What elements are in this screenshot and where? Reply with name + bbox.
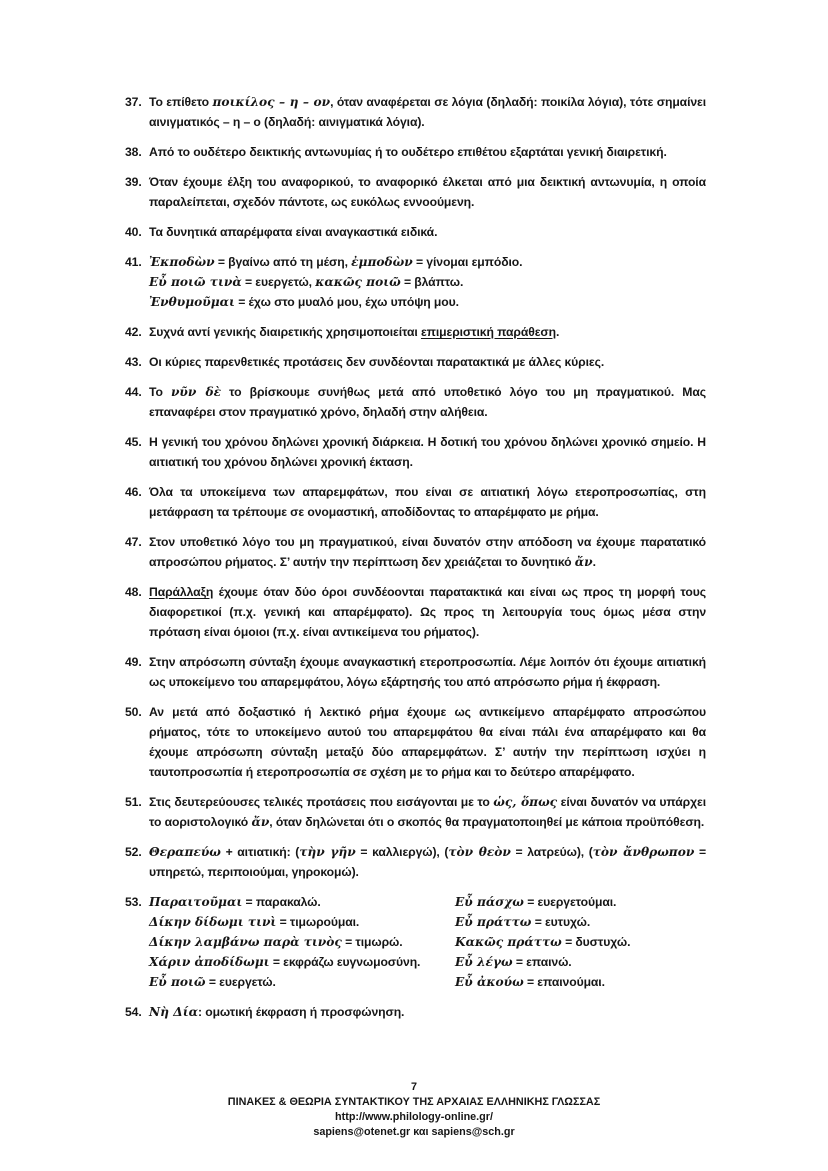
- ancient-greek-phrase: Δίκην λαμβάνω παρὰ τινὸς: [149, 935, 342, 949]
- item-number: 47.: [125, 535, 142, 549]
- numbered-items-list: [125, 92, 706, 1032]
- text-run: = γίνομαι εμπόδιο.: [412, 255, 523, 269]
- text-line: [455, 912, 706, 932]
- list-item: [125, 92, 706, 132]
- text-run: Στον υποθετικό λόγο του μη πραγματικού, είναι δυνατόν στην απόδοση να έχουμε παρατατικό απροσώπου ρήματος. Σ’ αυτήν την περίπτωση δεν χρειάζεται το δυνητικό: [149, 535, 706, 569]
- list-item: [125, 142, 706, 162]
- ancient-greek-phrase: Εὖ ποιῶ τινὰ: [149, 275, 242, 289]
- item-number: 53.: [125, 895, 142, 909]
- ancient-greek-phrase: Εὖ ποιῶ: [149, 975, 206, 989]
- text-run: = ευεργετώ.: [205, 975, 276, 989]
- text-run: Όλα τα υποκείμενα των απαρεμφάτων, που είναι σε αιτιατική λόγω ετεροπροσωπίας, στη μετάφραση τα τρέπουμε σε ονομαστική, αποδίδοντας το απαρέμφατο με ρήμα.: [149, 485, 706, 519]
- text-line: [455, 932, 706, 952]
- text-run: = λατρεύω), (: [510, 845, 593, 859]
- list-item: [125, 382, 706, 422]
- ancient-greek-phrase: Παραιτοῦμαι: [149, 895, 243, 909]
- text-run: : ομωτική έκφραση ή προσφώνηση.: [197, 1005, 405, 1019]
- list-item: [125, 252, 706, 312]
- item-number: 37.: [125, 95, 142, 109]
- text-run: = ευτυχώ.: [531, 915, 591, 929]
- item-body: [149, 352, 706, 372]
- ancient-greek-phrase: Νὴ Δία: [149, 1005, 198, 1019]
- text-line: [149, 1002, 706, 1022]
- item-number: 40.: [125, 225, 142, 239]
- text-line: [149, 352, 706, 372]
- text-run: Στην απρόσωπη σύνταξη έχουμε αναγκαστική ετεροπροσωπία. Λέμε λοιπόν ότι έχουμε αιτιατική ως υποκείμενο του απαρεμφάτου, λόγω εξάρτησής του από απρόσωπο ρήμα ή έκφραση.: [149, 655, 706, 689]
- item-body: [149, 842, 706, 882]
- text-run: = ευεργετούμαι.: [523, 895, 617, 909]
- list-item: [125, 532, 706, 572]
- text-line: [149, 582, 706, 642]
- left-column: [149, 892, 455, 992]
- item-body: [149, 322, 706, 342]
- list-item: [125, 582, 706, 642]
- text-run: , όταν αναφέρεται σε λόγια (δηλαδή: ποικίλα λόγια), τότε σημαίνει αινιγματικός – η – ο (δηλαδή: αινιγματικά λόγια).: [149, 95, 707, 129]
- item-number: 39.: [125, 175, 142, 189]
- text-line: [149, 932, 455, 952]
- text-line: [149, 912, 455, 932]
- text-run: = τιμωρούμαι.: [276, 915, 360, 929]
- item-number: 38.: [125, 145, 142, 159]
- item-body: [149, 792, 706, 832]
- text-line: [149, 792, 706, 832]
- text-run: έχουμε όταν δύο όροι συνδέοονται παρατακτικά και είναι ως προς τη μορφή τους διαφορετικοί (π.χ. γενική και απαρέμφατο). Ως προς τη λειτουργία τους όμως μέσα στην πρόταση είναι όμοιοι (π.χ. είναι αντικείμενα του ρήματος).: [149, 585, 706, 639]
- text-run: Στις δευτερεύουσες τελικές προτάσεις που εισάγονται με το: [149, 795, 494, 809]
- two-column-block: [149, 892, 706, 992]
- item-number: 42.: [125, 325, 142, 339]
- text-line: [149, 322, 706, 342]
- text-line: [455, 972, 706, 992]
- text-line: [149, 292, 706, 312]
- underlined-term: Παράλλαξη: [149, 585, 214, 599]
- text-line: [149, 272, 706, 292]
- item-number: 49.: [125, 655, 142, 669]
- text-run: = επαινώ.: [512, 955, 572, 969]
- ancient-greek-phrase: Ἐνθυμοῦμαι: [149, 295, 235, 309]
- ancient-greek-phrase: νῦν δὲ: [170, 385, 221, 399]
- ancient-greek-phrase: Κακῶς πράττω: [455, 935, 562, 949]
- text-run: = ευεργετώ,: [241, 275, 316, 289]
- footer-emails: sapiens@otenet.gr και sapiens@sch.gr: [313, 1126, 515, 1138]
- item-body: [149, 582, 706, 642]
- list-item: [125, 702, 706, 782]
- item-number: 44.: [125, 385, 142, 399]
- footer-url: http://www.philology-online.gr/: [335, 1111, 493, 1123]
- text-run: = παρακαλώ.: [242, 895, 321, 909]
- text-line: [149, 892, 455, 912]
- text-line: [455, 952, 706, 972]
- item-body: [149, 252, 706, 312]
- text-run: Το: [149, 385, 171, 399]
- item-body: [149, 482, 706, 522]
- text-run: .: [592, 555, 596, 569]
- ancient-greek-phrase: ἄν: [251, 815, 270, 829]
- item-body: [149, 92, 706, 132]
- item-body: [149, 172, 706, 212]
- ancient-greek-phrase: Θεραπεύω: [149, 845, 221, 859]
- text-run: = βλάπτω.: [400, 275, 464, 289]
- list-item: [125, 432, 706, 472]
- item-number: 43.: [125, 355, 142, 369]
- list-item: [125, 222, 706, 242]
- text-run: = εκφράζω ευγνωμοσύνη.: [269, 955, 421, 969]
- list-item: [125, 322, 706, 342]
- text-run: , όταν δηλώνεται ότι ο σκοπός θα πραγματοποιηθεί με κάποια προϋπόθεση.: [269, 815, 705, 829]
- ancient-greek-phrase: ἄν: [574, 555, 593, 569]
- item-number: 51.: [125, 795, 142, 809]
- text-run: Οι κύριες παρενθετικές προτάσεις δεν συνδέονται παρατακτικά με άλλες κύριες.: [149, 355, 605, 369]
- item-number: 50.: [125, 705, 142, 719]
- item-body: [149, 892, 706, 992]
- ancient-greek-phrase: κακῶς ποιῶ: [315, 275, 401, 289]
- item-body: [149, 532, 706, 572]
- ancient-greek-phrase: ὡς, ὅπως: [493, 795, 558, 809]
- list-item: [125, 482, 706, 522]
- item-body: [149, 652, 706, 692]
- list-item: [125, 652, 706, 692]
- text-line: [149, 142, 706, 162]
- item-number: 45.: [125, 435, 142, 449]
- text-line: [149, 382, 706, 422]
- text-line: [149, 652, 706, 692]
- text-run: = έχω στο μυαλό μου, έχω υπόψη μου.: [234, 295, 459, 309]
- text-run: = βγαίνω από τη μέση,: [214, 255, 352, 269]
- text-run: = υπηρετώ, περιποιούμαι, γηροκομώ).: [149, 845, 707, 879]
- text-line: [149, 432, 706, 472]
- list-item: [125, 352, 706, 372]
- page-number: 7: [410, 1081, 417, 1093]
- item-number: 41.: [125, 255, 142, 269]
- ancient-greek-phrase: Εὖ ἀκούω: [455, 975, 524, 989]
- text-run: = επαινούμαι.: [523, 975, 605, 989]
- ancient-greek-phrase: τὸν θεὸν: [448, 845, 511, 859]
- ancient-greek-phrase: Ἐκποδὼν: [149, 255, 215, 269]
- text-line: [149, 972, 455, 992]
- text-run: = τιμωρώ.: [341, 935, 403, 949]
- text-run: + αιτιατική: (: [220, 845, 300, 859]
- ancient-greek-phrase: Εὖ λέγω: [455, 955, 513, 969]
- item-number: 46.: [125, 485, 142, 499]
- item-number: 52.: [125, 845, 142, 859]
- text-run: Συχνά αντί γενικής διαιρετικής χρησιμοποιείται: [149, 325, 421, 339]
- text-line: [149, 532, 706, 572]
- right-column: [455, 892, 706, 992]
- text-line: [149, 92, 706, 132]
- item-body: [149, 702, 706, 782]
- item-body: [149, 1002, 706, 1022]
- item-body: [149, 382, 706, 422]
- footer-title: ΠΙΝΑΚΕΣ & ΘΕΩΡΙΑ ΣΥΝΤΑΚΤΙΚΟΥ ΤΗΣ ΑΡΧΑΙΑΣ ΕΛΛΗΝΙΚΗΣ ΓΛΩΣΣΑΣ: [227, 1096, 601, 1108]
- text-line: [149, 842, 706, 882]
- ancient-greek-phrase: Εὖ πράττω: [455, 915, 532, 929]
- ancient-greek-phrase: ἐμποδὼν: [351, 255, 413, 269]
- list-item: [125, 842, 706, 882]
- text-run: Η γενική του χρόνου δηλώνει χρονική διάρκεια. Η δοτική του χρόνου δηλώνει χρονικό σημείο. Η αιτιατική του χρόνου δηλώνει χρονική έκταση.: [149, 435, 706, 469]
- ancient-greek-phrase: τὴν γῆν: [299, 845, 356, 859]
- text-line: [149, 952, 455, 972]
- list-item: [125, 792, 706, 832]
- text-run: το βρίσκουμε συνήθως μετά από υποθετικό λόγο του μη πραγματικού. Μας επαναφέρει στον πραγματικό χρόνο, δηλαδή στην αλήθεια.: [149, 385, 706, 419]
- text-run: .: [556, 325, 560, 339]
- text-run: = καλλιεργώ), (: [355, 845, 449, 859]
- underlined-term: επιμεριστική παράθεση: [420, 325, 556, 339]
- item-number: 48.: [125, 585, 142, 599]
- list-item: [125, 172, 706, 212]
- text-line: [149, 252, 706, 272]
- text-run: Το επίθετο: [149, 95, 213, 109]
- text-line: [149, 172, 706, 212]
- item-body: [149, 222, 706, 242]
- ancient-greek-phrase: Δίκην δίδωμι τινὶ: [149, 915, 277, 929]
- text-run: = δυστυχώ.: [561, 935, 631, 949]
- text-run: Αν μετά από δοξαστικό ή λεκτικό ρήμα έχουμε ως αντικείμενο απαρέμφατο απροσώπου ρήματος, τότε το υποκείμενο αυτού του απαρεμφάτου θα είναι πάλι ένα απαρέμφατο και θα έχουμε απρόσωπη σύνταξη μεταξύ δύο απαρεμφάτων. Σ’ αυτήν την περίπτωση ισχύει η ταυτοπροσωπία ή ετεροπροσωπία σε σχέση με το ρήμα και το δεύτερο απαρέμφατο.: [149, 705, 706, 779]
- item-body: [149, 432, 706, 472]
- ancient-greek-phrase: τὸν ἄνθρωπον: [592, 845, 695, 859]
- text-line: [149, 482, 706, 522]
- item-number: 54.: [125, 1005, 142, 1019]
- list-item: [125, 1002, 706, 1022]
- text-run: Τα δυνητικά απαρέμφατα είναι αναγκαστικά ειδικά.: [149, 225, 438, 239]
- text-run: Από το ουδέτερο δεικτικής αντωνυμίας ή το ουδέτερο επιθέτου εξαρτάται γενική διαιρετική.: [149, 145, 667, 159]
- item-body: [149, 142, 706, 162]
- text-line: [149, 702, 706, 782]
- ancient-greek-phrase: ποικίλος – η – ον: [212, 95, 331, 109]
- ancient-greek-phrase: Χάριν ἀποδίδωμι: [149, 955, 270, 969]
- text-line: [455, 892, 706, 912]
- ancient-greek-phrase: Εὖ πάσχω: [455, 895, 524, 909]
- text-line: [149, 222, 706, 242]
- text-run: είναι δυνατόν να υπάρχει το αοριστολογικό: [149, 795, 706, 829]
- list-item: [125, 892, 706, 992]
- page-footer: [0, 1080, 828, 1140]
- text-run: Όταν έχουμε έλξη του αναφορικού, το αναφορικό έλκεται από μια δεικτική αντωνυμία, η οποία παραλείπεται, σχεδόν πάντοτε, ως ευκόλως εννοούμενη.: [149, 175, 706, 209]
